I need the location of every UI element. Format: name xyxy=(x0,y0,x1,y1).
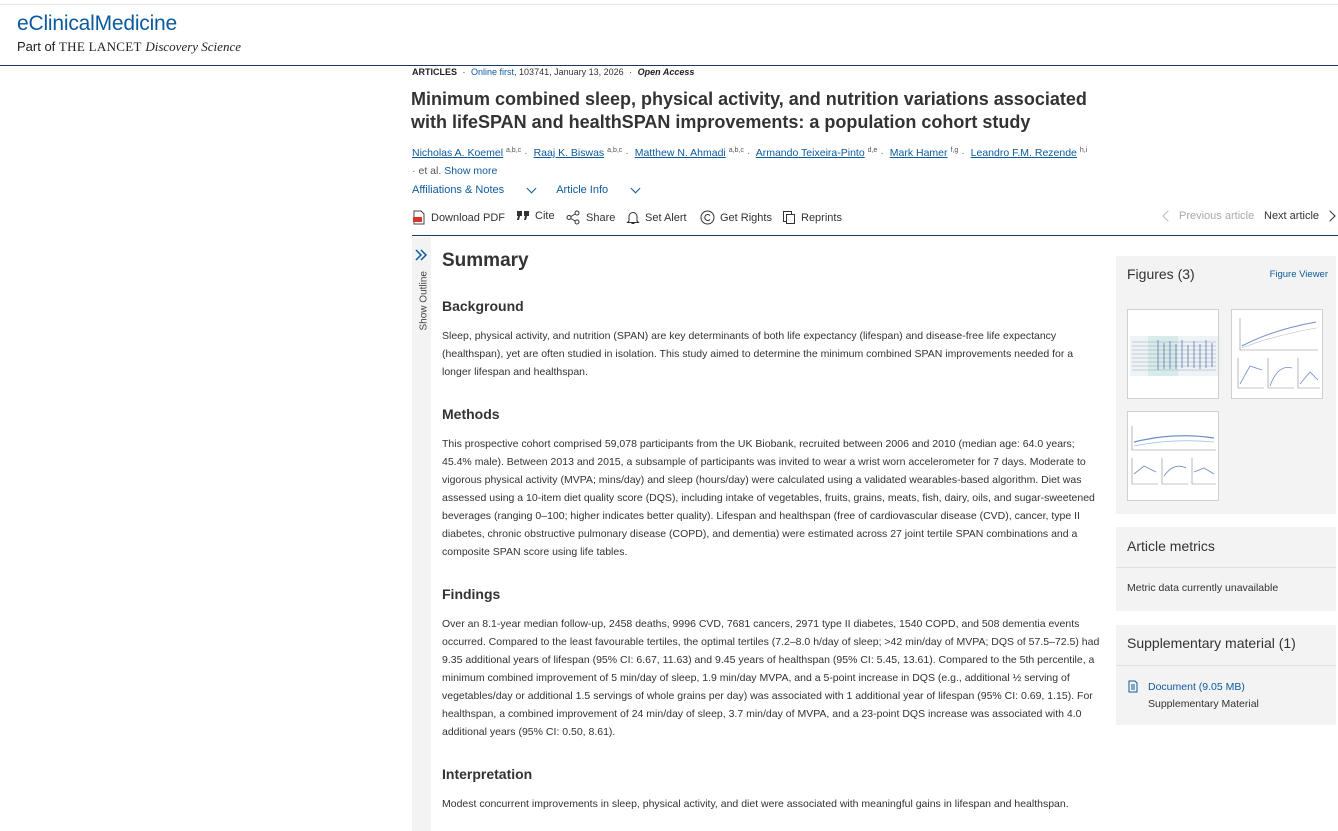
supplementary-heading: Supplementary material (1) xyxy=(1127,635,1296,651)
get-rights-label: Get Rights xyxy=(720,211,772,224)
figure-1-preview xyxy=(1128,310,1219,399)
show-outline-label: Show Outline xyxy=(418,271,430,331)
figures-panel xyxy=(1116,256,1336,514)
meta-sep-2: · xyxy=(629,67,633,77)
metrics-heading: Article metrics xyxy=(1127,538,1215,554)
supplementary-subtitle: Supplementary Material xyxy=(1148,698,1259,710)
download-pdf-label: Download PDF xyxy=(431,211,505,224)
reprints-label: Reprints xyxy=(801,211,842,224)
get-rights-button[interactable] xyxy=(700,210,772,225)
figure-2-preview xyxy=(1232,310,1323,399)
background-heading: Background xyxy=(442,298,524,314)
supplementary-document-label: Document (9.05 MB) xyxy=(1148,680,1245,693)
quote-icon xyxy=(516,210,530,222)
article-info-toggle[interactable] xyxy=(556,184,639,196)
bell-icon xyxy=(626,210,640,225)
figures-heading: Figures (3) xyxy=(1127,266,1195,282)
supplementary-document-link[interactable] xyxy=(1127,680,1245,693)
set-alert-label: Set Alert xyxy=(645,211,687,224)
author-link[interactable]: Raaj K. Biswas xyxy=(533,147,605,159)
methods-heading: Methods xyxy=(442,406,500,422)
reprints-icon xyxy=(782,210,796,225)
part-of-prefix: Part of xyxy=(17,39,56,54)
supplementary-panel xyxy=(1116,625,1336,725)
discovery-science: Discovery Science xyxy=(145,39,241,54)
metrics-divider xyxy=(1116,567,1336,568)
interpretation-heading: Interpretation xyxy=(442,766,533,782)
journal-logo[interactable]: eClinicalMedicine xyxy=(17,12,178,35)
cite-label: Cite xyxy=(535,210,555,222)
author-link[interactable]: Matthew N. Ahmadi xyxy=(634,147,726,159)
lancet-name: THE LANCET xyxy=(58,39,142,54)
article-metrics-panel xyxy=(1116,527,1336,611)
article-meta xyxy=(412,67,694,77)
figure-thumbnail[interactable] xyxy=(1127,309,1219,399)
background-text: Sleep, physical activity, and nutrition (SPAN) are key determinants of both life expectancy (lifespan) and disease-free life expectancy (healthspan), yet are often studied in isolation. This study aimed to determine the minimum combined SPAN improvements needed for a longer lifespan and healthspan. xyxy=(442,330,1074,378)
figure-3-preview xyxy=(1128,412,1219,501)
author-affil: a,b,c xyxy=(505,147,522,154)
previous-article-button[interactable] xyxy=(1164,210,1254,222)
figure-viewer-link[interactable]: Figure Viewer xyxy=(1269,269,1328,280)
meta-sep: · xyxy=(462,67,466,77)
author-affil: d,e xyxy=(867,147,878,154)
document-icon xyxy=(1127,680,1139,693)
author-affil: f,g xyxy=(950,147,959,154)
cite-button[interactable] xyxy=(516,210,555,222)
article-type: ARTICLES xyxy=(412,67,457,77)
figure-thumbnail[interactable] xyxy=(1231,309,1323,399)
et-al: et al. xyxy=(418,165,442,177)
author-list: Nicholas A. Koemel $^{a,b,c}$ · Raaj K. Biswas $^{a,b,c}$ · Matthew N. Ahmadi $^{a,b,c}$ · Armando Teixeira-Pinto $^{d,e}$ · Mark Hamer $^{f,g}$ · Leandro F.M. Rezende $^{h,i}$ · et al. Show more xyxy=(412,147,1088,177)
next-article-label: Next article xyxy=(1264,210,1320,222)
chevron-right-icon xyxy=(1324,210,1335,221)
author-affil: a,b,c xyxy=(728,147,744,154)
article-title: Minimum combined sleep, physical activity, and nutrition variations associated with lifeSPAN and healthSPAN improvements: a population cohort study xyxy=(411,89,1087,132)
article-details: , 103741, January 13, 2026 xyxy=(514,67,624,77)
article-info-label: Article Info xyxy=(556,184,609,196)
supplementary-divider xyxy=(1116,665,1336,666)
copyright-icon xyxy=(700,210,715,225)
reprints-button[interactable] xyxy=(782,210,842,225)
share-icon xyxy=(566,210,581,225)
author-link[interactable]: Leandro F.M. Rezende xyxy=(970,147,1077,159)
site-header xyxy=(0,0,1338,66)
chevron-down-icon xyxy=(527,183,537,193)
findings-heading: Findings xyxy=(442,586,501,602)
open-access-badge: Open Access xyxy=(637,67,695,77)
metrics-text: Metric data currently unavailable xyxy=(1127,582,1279,594)
article-toolbar xyxy=(412,208,1338,236)
findings-text: Over an 8.1-year median follow-up, 2458 deaths, 9996 CVD, 7681 cancers, 2971 type II diabetes, 1540 COPD, and 508 dementia events occurred. Compared to the least favourable tertiles, the optimal tertiles (7.2–8.0 h/day of sleep; >42 min/day of MVPA; DQS of 57.5–72.5) had 9.35 additional years of lifespan (95% CI: 6.67, 11.63) and 9.45 years of healthspan (95% CI: 5.45, 13.61). Compared to the 5th percentile, a minimum combined improvement of 5 min/day of sleep, 1.9 min/day MVPA, and a 5-point increase in DQS (e.g., additional ½ serving of vegetables/day or additional 1.5 servings of whole grains per day) was associated with 1 additional year of lifespan (95% CI: 0.69, 1.15). For healthspan, a combined improvement of 24 min/day of sleep, 3.7 min/day of MVPA, and a 23-point DQS increase was associated with 4.0 additional years (95% CI: 0.50, 8.61). xyxy=(442,618,1100,738)
chevron-down-icon xyxy=(631,183,641,193)
author-link[interactable]: Mark Hamer xyxy=(889,147,948,159)
double-chevron-right-icon xyxy=(414,248,428,262)
author-link[interactable]: Armando Teixeira-Pinto xyxy=(755,147,865,159)
pdf-icon xyxy=(412,210,426,225)
author-affil: a,b,c xyxy=(607,147,623,154)
set-alert-button[interactable] xyxy=(626,210,687,225)
outline-rail[interactable] xyxy=(412,237,431,831)
affiliations-label: Affiliations & Notes xyxy=(412,184,505,196)
author-affil: h,i xyxy=(1079,147,1088,154)
online-first-link[interactable]: Online first xyxy=(471,67,515,77)
info-tabs xyxy=(412,184,657,196)
previous-article-label: Previous article xyxy=(1179,210,1255,222)
show-more-authors[interactable]: Show more xyxy=(444,165,498,177)
affiliations-toggle[interactable] xyxy=(412,184,535,196)
chevron-left-icon xyxy=(1162,210,1173,221)
interpretation-text: Modest concurrent improvements in sleep, physical activity, and diet were associated with meaningful gains in lifespan and healthspan. xyxy=(442,798,1069,810)
author-link[interactable]: Nicholas A. Koemel xyxy=(412,147,504,159)
next-article-button[interactable] xyxy=(1264,210,1334,222)
summary-heading: Summary xyxy=(442,250,529,271)
methods-text: This prospective cohort comprised 59,078 participants from the UK Biobank, recruited between 2006 and 2010 (median age: 64.0 years; 45.4% male). Between 2013 and 2015, a subsample of participants was invited to wear a wrist worn accelerometer for 7 days. Moderate to vigorous physical activity (MVPA; mins/day) and sleep (hours/day) were calculated using a validated wearables-based algorithm. Diet was assessed using a 10-item diet quality score (DQS), including intake of vegetables, fruits, grains, meats, fish, dairy, oils, and sugar-sweetened beverages (ranging 0–100; higher indicates better quality). Lifespan and healthspan (free of cardiovascular disease (CVD), cancer, type II diabetes, chronic obstructive pulmonary disease (COPD), and dementia) were estimated across 27 joint tertile SPAN combinations and a composite SPAN score using life tables. xyxy=(442,438,1095,558)
share-button[interactable] xyxy=(566,210,615,225)
lancet-tagline xyxy=(17,39,241,55)
figure-thumbnail[interactable] xyxy=(1127,411,1219,501)
share-label: Share xyxy=(586,211,616,224)
download-pdf-button[interactable] xyxy=(412,210,505,225)
